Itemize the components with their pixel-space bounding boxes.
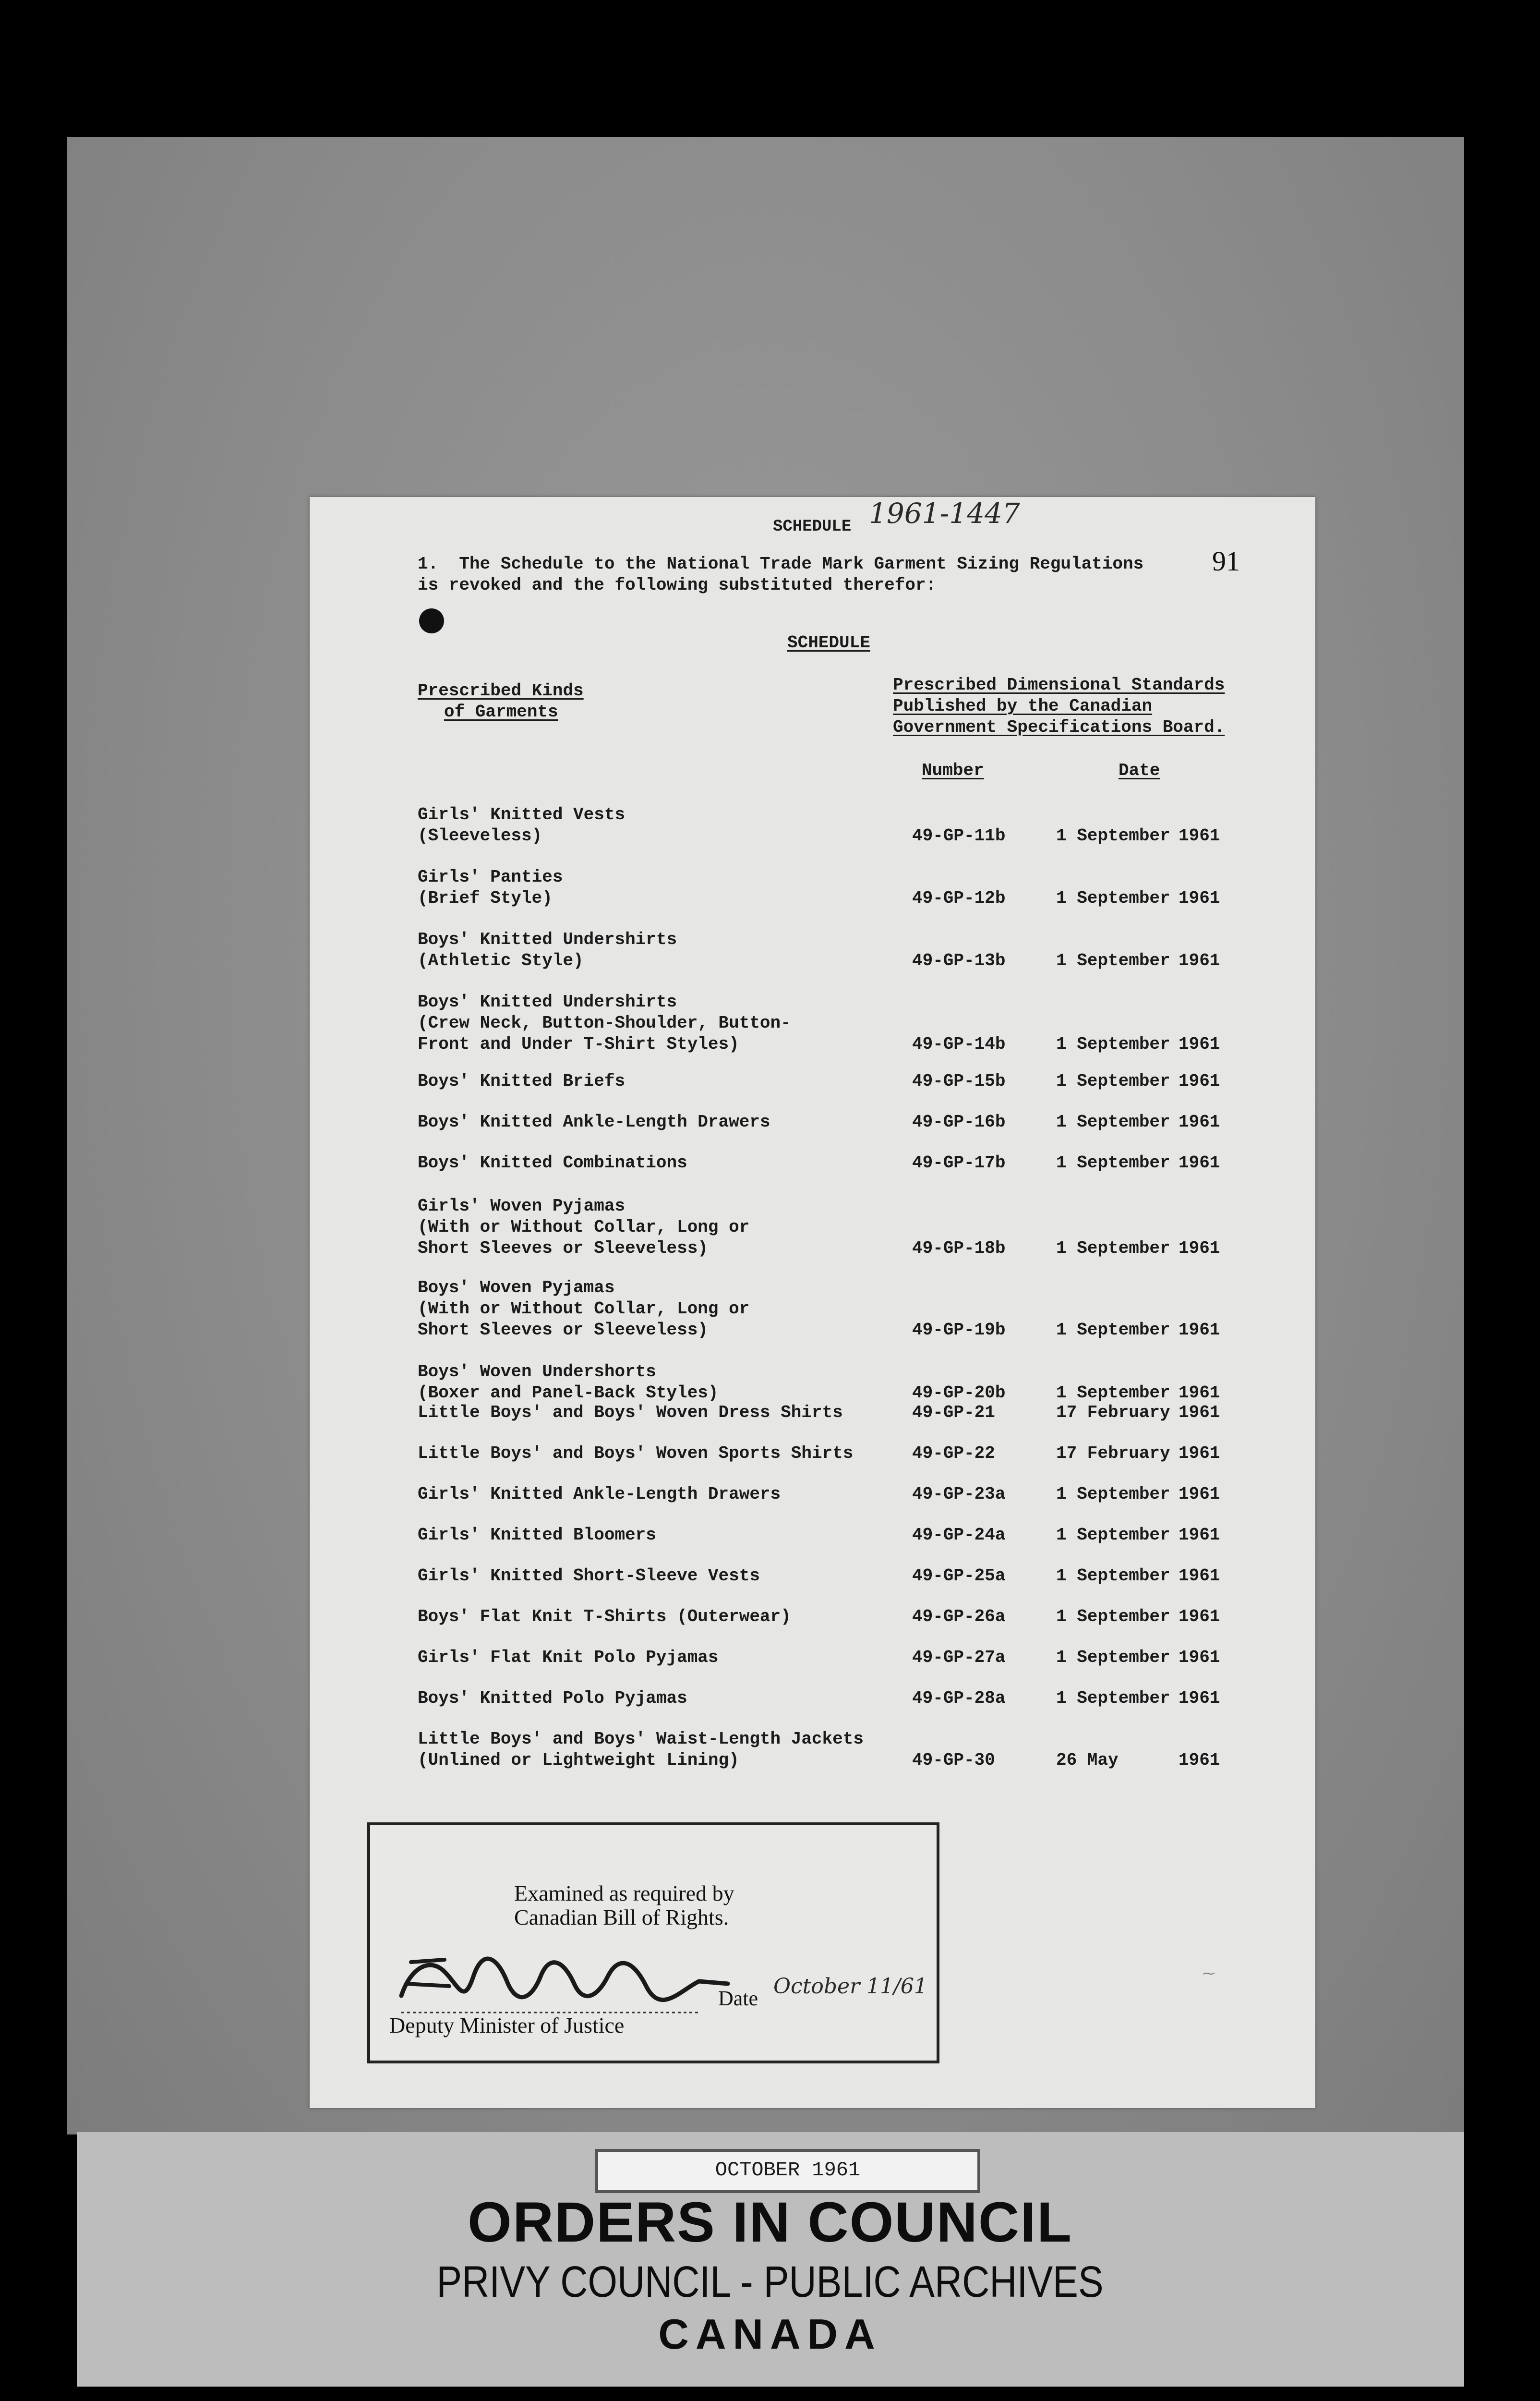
column-header-kinds-1: Prescribed Kinds [418, 681, 584, 701]
page-number: 91 [1212, 546, 1240, 577]
standard-year: 1961 [1179, 1607, 1220, 1626]
column-header-standards-2: Published by the Canadian [893, 696, 1153, 716]
stamp-signer: Deputy Minister of Justice [389, 2013, 625, 2037]
stamp-date-label: Date [718, 1987, 758, 2010]
garment-kind-line: Girls' Panties [418, 867, 563, 887]
garment-kind-line: (Sleeveless) [418, 826, 542, 846]
standard-number: 49-GP-23a [912, 1484, 1006, 1504]
standard-number: 49-GP-21 [912, 1403, 995, 1422]
garment-kind-line: Girls' Knitted Ankle-Length Drawers [418, 1484, 781, 1504]
standard-year: 1961 [1179, 888, 1220, 908]
standard-number: 49-GP-14b [912, 1034, 1006, 1054]
garment-kind-line: Girls' Knitted Bloomers [418, 1525, 656, 1545]
garment-kind-line: Little Boys' and Boys' Woven Dress Shirts [418, 1403, 843, 1422]
garment-kind-line: (Crew Neck, Button-Shoulder, Button- [418, 1013, 791, 1033]
garment-kind-line: Boys' Knitted Undershirts [418, 930, 677, 949]
garment-kind-line: Boys' Woven Pyjamas [418, 1278, 615, 1298]
intro-line-2: is revoked and the following substituted therefor: [418, 575, 937, 595]
standard-date: 26 May [1056, 1750, 1119, 1770]
standard-number: 49-GP-16b [912, 1112, 1006, 1132]
garment-kind-line: Short Sleeves or Sleeveless) [418, 1320, 708, 1340]
stamp-date-handwritten: October 11/61 [773, 1974, 927, 1999]
standard-date: 1 September [1056, 1153, 1170, 1173]
standard-year: 1961 [1179, 1688, 1220, 1708]
standard-date: 1 September [1056, 1648, 1170, 1667]
standard-year: 1961 [1179, 1403, 1220, 1422]
column-header-date: Date [1119, 761, 1160, 780]
standard-date: 1 September [1056, 1320, 1170, 1340]
standard-year: 1961 [1179, 951, 1220, 970]
punch-hole [419, 608, 444, 633]
garment-kind-line: Little Boys' and Boys' Woven Sports Shirts [418, 1443, 854, 1463]
standard-date: 1 September [1056, 1112, 1170, 1132]
garment-kind-line: Girls' Knitted Vests [418, 805, 626, 825]
bill-of-rights-stamp [367, 1822, 939, 2063]
archive-subtitle: PRIVY COUNCIL - PUBLIC ARCHIVES [436, 2257, 1104, 2306]
archive-country: CANADA [658, 2310, 882, 2358]
column-header-standards-3: Government Specifications Board. [893, 717, 1225, 737]
standard-year: 1961 [1179, 1750, 1220, 1770]
standard-year: 1961 [1179, 1566, 1220, 1586]
standard-number: 49-GP-27a [912, 1648, 1006, 1667]
stamp-line-2: Canadian Bill of Rights. [514, 1905, 729, 1929]
column-header-standards-1: Prescribed Dimensional Standards [893, 675, 1225, 695]
standard-number: 49-GP-15b [912, 1071, 1006, 1091]
standard-date: 1 September [1056, 826, 1170, 846]
standard-date: 1 September [1056, 1071, 1170, 1091]
garment-kind-line: Girls' Knitted Short-Sleeve Vests [418, 1566, 760, 1586]
standard-year: 1961 [1179, 1648, 1220, 1667]
standard-number: 49-GP-13b [912, 951, 1006, 970]
garment-kind-line: Boys' Knitted Ankle-Length Drawers [418, 1112, 770, 1132]
garment-kind-line: (With or Without Collar, Long or [418, 1299, 750, 1319]
standard-date: 1 September [1056, 951, 1170, 970]
standard-number: 49-GP-11b [912, 826, 1006, 846]
standard-year: 1961 [1179, 1320, 1220, 1340]
garment-kind-line: Boys' Woven Undershorts [418, 1362, 656, 1382]
standard-number: 49-GP-28a [912, 1688, 1006, 1708]
standard-number: 49-GP-18b [912, 1238, 1006, 1258]
standard-number: 49-GP-30 [912, 1750, 995, 1770]
garment-kind-line: Little Boys' and Boys' Waist-Length Jackets [418, 1729, 864, 1749]
standard-year: 1961 [1179, 1383, 1220, 1403]
standard-date: 1 September [1056, 1607, 1170, 1626]
garment-kind-line: Boys' Flat Knit T-Shirts (Outerwear) [418, 1607, 791, 1626]
standard-year: 1961 [1179, 1238, 1220, 1258]
garment-kind-line: Short Sleeves or Sleeveless) [418, 1238, 708, 1258]
archive-title: ORDERS IN COUNCIL [468, 2191, 1072, 2254]
standard-number: 49-GP-19b [912, 1320, 1006, 1340]
standard-number: 49-GP-25a [912, 1566, 1006, 1586]
garment-kind-line: Boys' Knitted Polo Pyjamas [418, 1688, 687, 1708]
standard-year: 1961 [1179, 1484, 1220, 1504]
standard-year: 1961 [1179, 1071, 1220, 1091]
standard-number: 49-GP-12b [912, 888, 1006, 908]
garment-kind-line: (Boxer and Panel-Back Styles) [418, 1383, 719, 1403]
standard-date: 1 September [1056, 1034, 1170, 1054]
garment-kind-line: Girls' Flat Knit Polo Pyjamas [418, 1648, 719, 1667]
standard-year: 1961 [1179, 826, 1220, 846]
standard-year: 1961 [1179, 1112, 1220, 1132]
standard-year: 1961 [1179, 1034, 1220, 1054]
intro-line-1: 1. The Schedule to the National Trade Mark Garment Sizing Regulations [418, 554, 1144, 574]
garment-kind-line: Boys' Knitted Briefs [418, 1071, 626, 1091]
standard-date: 17 February [1056, 1443, 1170, 1463]
garment-kind-line: (Unlined or Lightweight Lining) [418, 1750, 739, 1770]
garment-kind-line: Girls' Woven Pyjamas [418, 1196, 626, 1216]
stamp-line-1: Examined as required by [514, 1881, 734, 1905]
garment-kind-line: (Brief Style) [418, 888, 553, 908]
faint-annotation: ⁓ [1203, 1966, 1215, 1981]
standard-date: 1 September [1056, 1525, 1170, 1545]
standard-date: 1 September [1056, 1484, 1170, 1504]
standard-year: 1961 [1179, 1525, 1220, 1545]
standard-number: 49-GP-20b [912, 1383, 1006, 1403]
archive-date-label: OCTOBER 1961 [595, 2149, 980, 2193]
schedule-heading: SCHEDULE [773, 518, 852, 536]
column-header-number: Number [922, 761, 984, 780]
standard-number: 49-GP-17b [912, 1153, 1006, 1173]
garment-kind-line: Front and Under T-Shirt Styles) [418, 1034, 739, 1054]
standard-date: 1 September [1056, 1383, 1170, 1403]
schedule-title: SCHEDULE [787, 633, 870, 653]
standard-date: 17 February [1056, 1403, 1170, 1422]
standard-date: 1 September [1056, 888, 1170, 908]
standard-date: 1 September [1056, 1566, 1170, 1586]
standard-number: 49-GP-26a [912, 1607, 1006, 1626]
standard-year: 1961 [1179, 1153, 1220, 1173]
standard-year: 1961 [1179, 1443, 1220, 1463]
standard-date: 1 September [1056, 1238, 1170, 1258]
signature-image [392, 1938, 747, 2020]
standard-number: 49-GP-22 [912, 1443, 995, 1463]
garment-kind-line: Boys' Knitted Undershirts [418, 992, 677, 1012]
standard-number: 49-GP-24a [912, 1525, 1006, 1545]
garment-kind-line: (With or Without Collar, Long or [418, 1217, 750, 1237]
column-header-kinds-2: of Garments [444, 702, 558, 722]
handwritten-order-number: 1961-1447 [869, 497, 1020, 530]
standard-date: 1 September [1056, 1688, 1170, 1708]
garment-kind-line: (Athletic Style) [418, 951, 584, 970]
garment-kind-line: Boys' Knitted Combinations [418, 1153, 687, 1173]
